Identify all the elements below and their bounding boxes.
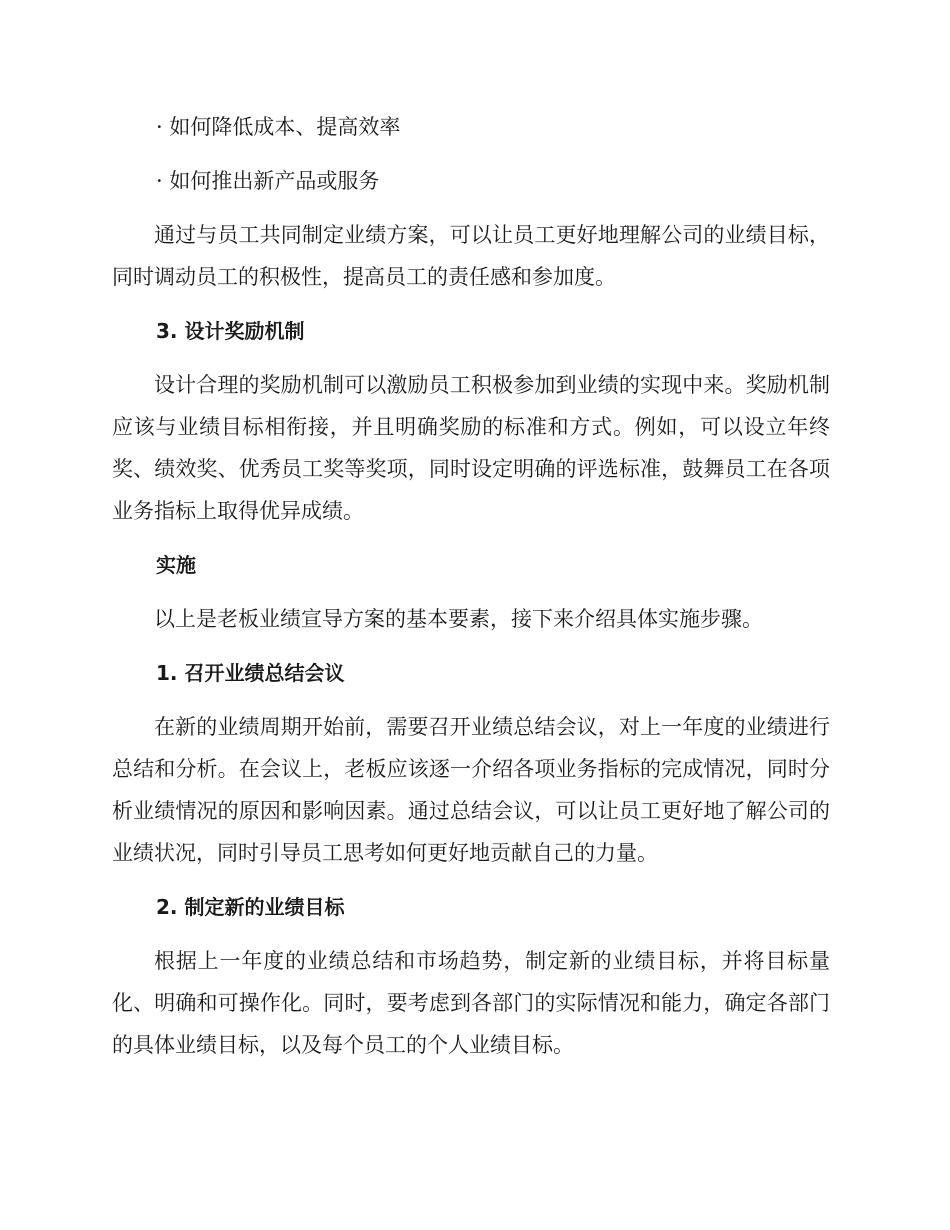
paragraph-summary-meeting: 在新的业绩周期开始前，需要召开业绩总结会议，对上一年度的业绩进行总结和分析。在会议上，老板应该逐一介绍各项业务指标的完成情况，同时分析业绩情况的原因和影响因素。通过总结会议，可以让员工更好地了解公司的业绩状况，同时引导员工思考如何更好地贡献自己的力量。 — [112, 715, 830, 865]
paragraph-joint-plan: 通过与员工共同制定业绩方案，可以让员工更好地理解公司的业绩目标，同时调动员工的积极性，提高员工的责任感和参加度。 — [112, 223, 830, 289]
bullet-item-new-product: · 如何推出新产品或服务 — [156, 169, 380, 193]
document-page — [112, 106, 830, 1078]
heading-reward-mechanism: 3. 设计奖励机制 — [156, 319, 305, 343]
heading-implementation: 实施 — [156, 553, 196, 577]
paragraph-reward-mechanism: 设计合理的奖励机制可以激励员工积极参加到业绩的实现中来。奖励机制应该与业绩目标相衔接，并且明确奖励的标准和方式。例如，可以设立年终奖、绩效奖、优秀员工奖等奖项，同时设定明确的评选标准，鼓舞员工在各项业务指标上取得优异成绩。 — [112, 373, 830, 523]
heading-new-targets: 2. 制定新的业绩目标 — [156, 895, 345, 919]
paragraph-implementation-intro: 以上是老板业绩宣导方案的基本要素，接下来介绍具体实施步骤。 — [154, 607, 763, 631]
bullet-item-reduce-cost: · 如何降低成本、提高效率 — [156, 115, 401, 139]
heading-summary-meeting: 1. 召开业绩总结会议 — [156, 661, 345, 685]
paragraph-new-targets: 根据上一年度的业绩总结和市场趋势，制定新的业绩目标，并将目标量化、明确和可操作化。同时，要考虑到各部门的实际情况和能力，确定各部门的具体业绩目标，以及每个员工的个人业绩目标。 — [112, 949, 830, 1057]
